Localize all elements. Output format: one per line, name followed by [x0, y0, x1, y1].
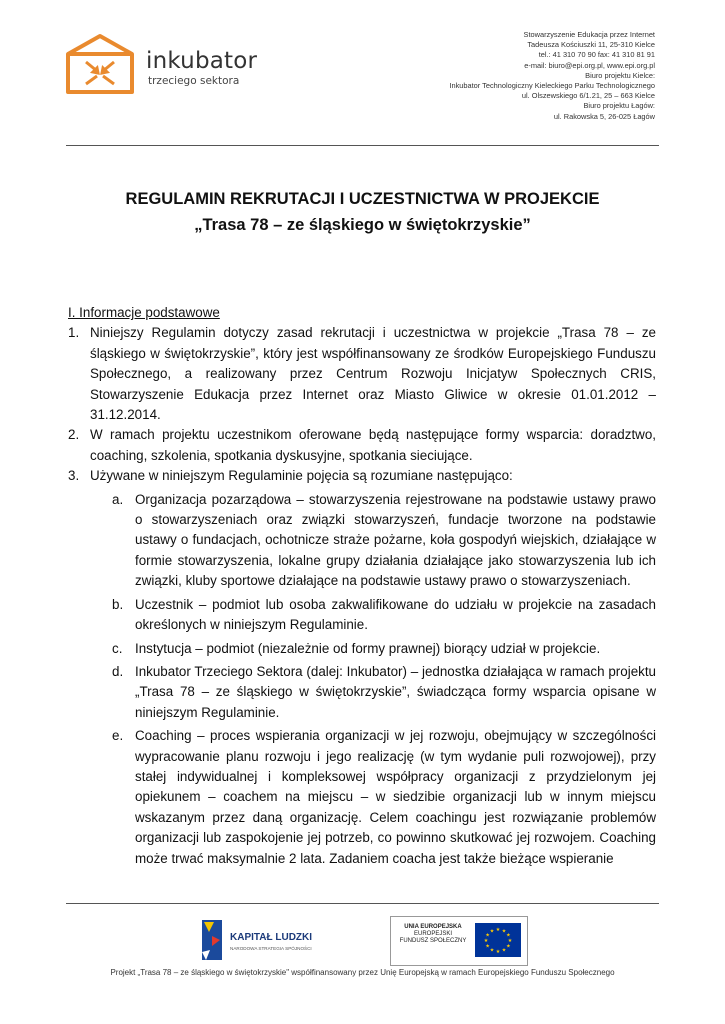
sub-item-text: Coaching – proces wspierania organizacji w jej rozwoju, obejmujący w szczególności wypracowanie planu rozwoju i jego realizację (w tym wydanie puli rozwojowej), przy stałej indywidualnej i kompleksowej współpracy organizacji z przydzielonym jej opiekunem – coachem na miejscu – w siedzibie organizacji lub w innym miejscu wskazanym przez daną organizację. Celem coachingu jest rozwiązanie problemów organizacji lub zaspokojenie jej potrzeb, co powinno skutkować jej rozwojem. Coaching może trwać maksymalnie 2 lata. Zadaniem coacha jest także bieżące wspieranie: [135, 728, 656, 866]
svg-text:★: ★: [501, 947, 507, 954]
eu-line3: FUNDUSZ SPOŁECZNY: [399, 938, 467, 945]
sub-item-text: Instytucja – podmiot (niezależnie od formy prawnej) biorący udział w projekcie.: [135, 640, 601, 656]
list-item: [68, 323, 656, 425]
sub-list-item: [112, 639, 656, 659]
eu-fund-logo: [390, 916, 528, 966]
sub-list-item: [112, 662, 656, 723]
sub-list-item: [112, 490, 656, 592]
eu-line1: UNIA EUROPEJSKA: [404, 924, 462, 930]
contact-line: Inkubator Technologiczny Kieleckiego Parku Technologicznego: [449, 81, 655, 91]
sub-list-item: [112, 595, 656, 636]
svg-text:★: ★: [483, 938, 489, 944]
list-item: [68, 425, 656, 466]
item-text: Używane w niniejszym Regulaminie pojęcia są rozumiane następująco:: [90, 468, 513, 484]
svg-text:★: ★: [495, 927, 501, 933]
logo-subtitle: trzeciego sektora: [148, 75, 240, 87]
logo-name: inkubator: [146, 48, 258, 74]
sub-item-letter: e.: [112, 728, 124, 744]
item-number: 2.: [68, 427, 80, 443]
document-title: REGULAMIN REKRUTACJI I UCZESTNICTWA W PROJEKCIE: [125, 190, 600, 208]
sub-item-text: Uczestnik – podmiot lub osoba zakwalifikowane do udziału w projekcie na zasadach określonych w niniejszym Regulaminie.: [135, 596, 656, 633]
sub-item-letter: c.: [112, 640, 123, 656]
svg-text:★: ★: [501, 928, 507, 935]
contact-line: Biuro projektu Kielce:: [585, 70, 655, 80]
kapital-subtitle: NARODOWA STRATEGIA SPÓJNOŚCI: [230, 946, 312, 951]
contact-line: Tadeusza Kościuszki 11, 25-310 Kielce: [527, 40, 655, 50]
svg-text:★: ★: [485, 932, 490, 939]
header-divider: [66, 145, 659, 146]
svg-text:★: ★: [506, 943, 511, 950]
contact-line: ul. Olszewskiego 6/1.21, 25 – 663 Kielce: [521, 91, 655, 101]
kapital-ludzki-icon: [196, 916, 326, 966]
svg-text:★: ★: [506, 932, 511, 939]
sub-item-letter: a.: [112, 491, 124, 507]
eu-line2: EUROPEJSKI: [413, 931, 452, 938]
list-item: [68, 466, 656, 486]
footer-text: Projekt „Trasa 78 – ze śląskiego w świętokrzyskie" współfinansowany przez Unię Europejską w ramach Europejskiego Funduszu Społecznego: [110, 968, 615, 977]
svg-text:★: ★: [507, 938, 513, 944]
svg-text:★: ★: [495, 949, 501, 955]
contact-line: Biuro projektu Łagów:: [583, 101, 655, 111]
contact-line: Stowarzyszenie Edukacja przez Internet: [523, 30, 655, 39]
svg-text:★: ★: [485, 943, 490, 950]
contact-line: e-mail: biuro@epi.org.pl, www.epi.org.pl: [524, 60, 655, 70]
svg-text:★: ★: [489, 928, 495, 935]
sub-item-text: Organizacja pozarządowa – stowarzyszenia rejestrowane na podstawie ustawy prawo o stowarzyszeniach oraz związki stowarzyszeń, fundacje tworzone na podstawie ustawy o fundacjach, ochotnicze straże pożarne, koła gospodyń wiejskich, działające w formie stowarzyszenia, lokalne grupy działania działające jako stowarzyszenia lub ich związki, kluby sportowe działające na podstawie ustawy prawo o stowarzyszeniach.: [135, 491, 656, 589]
item-number: 3.: [68, 468, 80, 484]
document-subtitle: „Trasa 78 – ze śląskiego w świętokrzyskie”: [194, 216, 531, 234]
sub-item-text: Inkubator Trzeciego Sektora (dalej: Inkubator) – jednostka działająca w ramach projektu „Trasa 78 – ze śląskiego w świętokrzyskie”, świadcząca formy wsparcia opisane w niniejszym Regulaminie.: [135, 663, 656, 720]
item-text: W ramach projektu uczestnikom oferowane będą następujące formy wsparcia: doradztwo, coaching, szkolenia, spotkania dyskusyjne, spotkania sieciujące.: [90, 427, 656, 463]
contact-line: tel.: 41 310 70 90 fax: 41 310 81 91: [538, 50, 655, 60]
footer-divider: [66, 903, 659, 904]
item-number: 1.: [68, 325, 80, 341]
section-heading: I. Informacje podstawowe: [68, 305, 220, 320]
eu-flag-icon: [475, 923, 521, 957]
svg-text:★: ★: [489, 947, 495, 954]
sub-item-letter: d.: [112, 663, 124, 679]
contact-block: [449, 30, 655, 122]
document-body: [68, 303, 656, 869]
item-text: Niniejszy Regulamin dotyczy zasad rekrutacji i uczestnictwa w projekcie „Trasa 78 – ze śląskiego w świętokrzyskie”, który jest współfinansowany ze środków Europejskiego Funduszu Społecznego, a realizowany przez Centrum Rozwoju Inicjatyw Społecznych CRIS, Stowarzyszenie Edukacja przez Internet oraz Miasto Gliwice w okresie 01.01.2012 – 31.12.2014.: [90, 325, 656, 423]
kapital-title: KAPITAŁ LUDZKI: [230, 932, 313, 943]
sub-list-item: [112, 726, 656, 869]
sub-item-letter: b.: [112, 596, 124, 612]
eu-fund-text: [397, 924, 469, 946]
contact-line: ul. Rakowska 5, 26-025 Łagów: [553, 111, 655, 121]
